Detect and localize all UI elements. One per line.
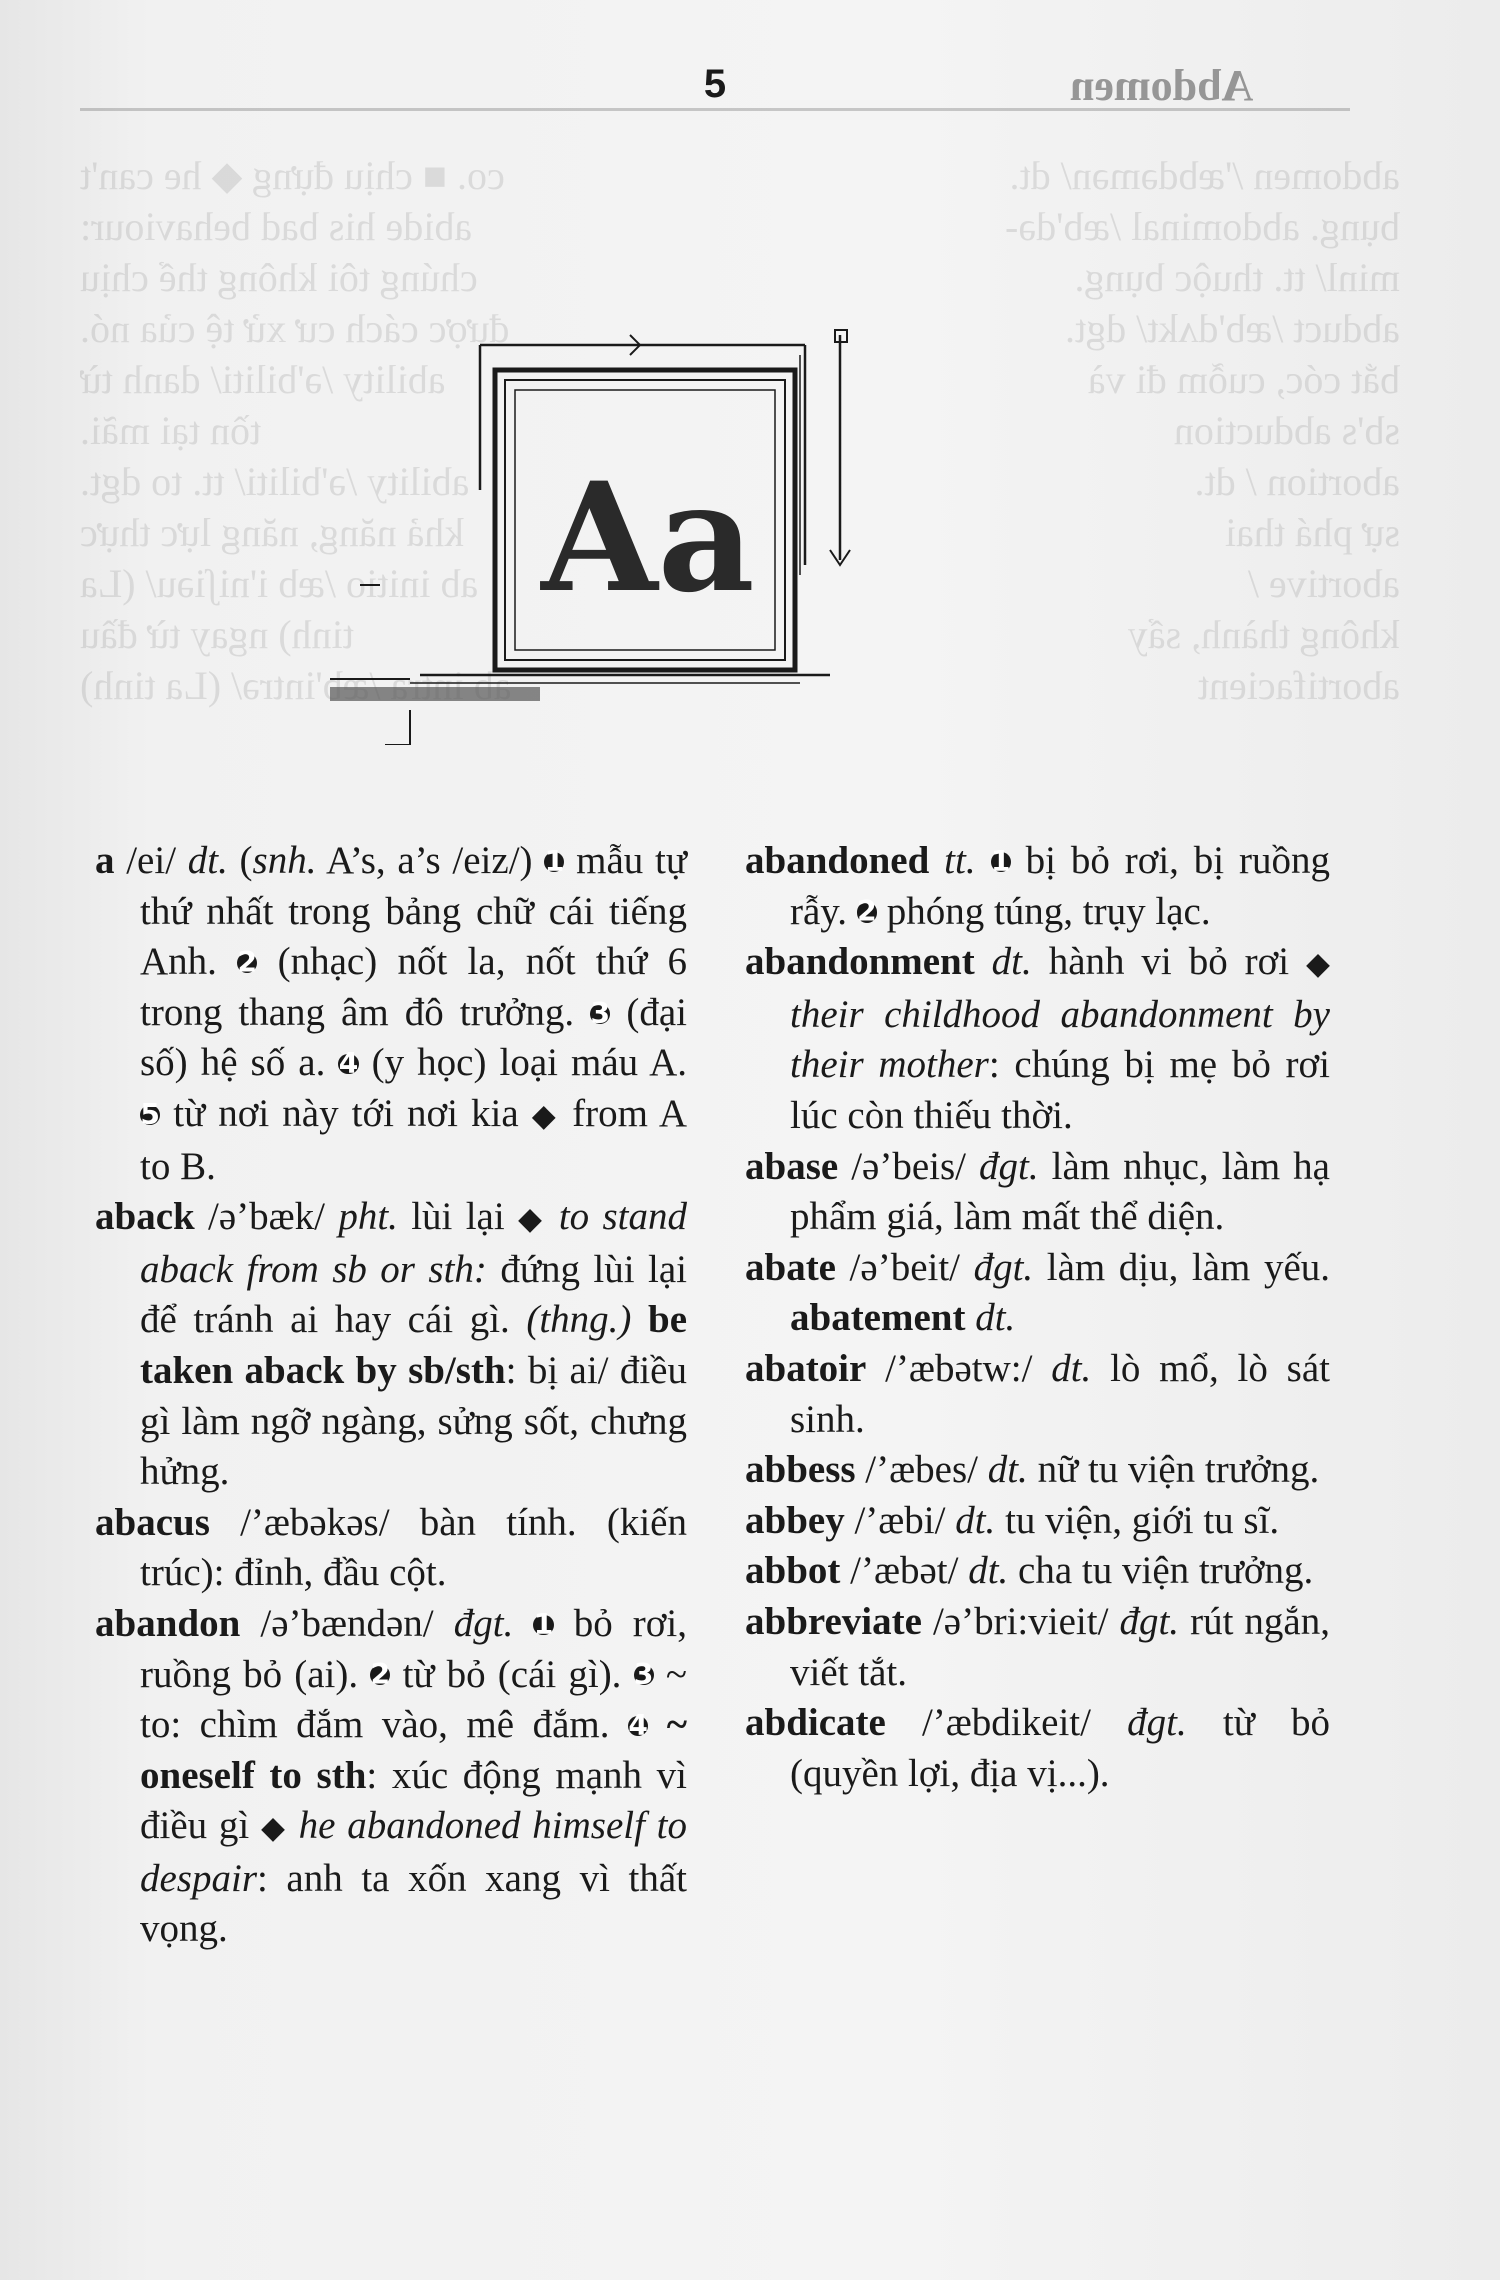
dictionary-entry: [745, 1445, 1330, 1496]
definition-text: /’æbət/: [840, 1549, 969, 1593]
headword: abdicate: [745, 1701, 886, 1745]
italic-text: pht.: [338, 1195, 398, 1239]
sense-number: 4: [338, 1047, 359, 1081]
bleed-through-heading: Abdomen: [1070, 61, 1254, 110]
dictionary-entry: [745, 836, 1330, 937]
dictionary-entry: [95, 836, 687, 1192]
definition-text: bỏ rơi, ruồng bỏ (ai).: [140, 1601, 687, 1696]
dictionary-entry: [745, 1698, 1330, 1799]
bleed-through-text-right: abdomen /'æbdəmən/ dt. bụng. abdominal /æb'də- minl/ tt. thuộc bụng. abduct /æb'dʌkt/ dgt. bắt cóc, cuỗm đi và sb's abduction abortion / dt. sự phá thai abortive / không thành, sẩy abortifacient: [1005, 153, 1400, 708]
sense-number: 2: [857, 895, 877, 929]
dictionary-entry: [745, 937, 1330, 1141]
definition-text: : chúng bị mẹ bỏ rơi lúc còn thiếu thời.: [790, 1043, 1330, 1137]
definition-text: ~ to: chìm đắm vào, mê đắm.: [140, 1652, 687, 1747]
example-marker-icon: ◆: [531, 1097, 560, 1134]
sense-number: 2: [237, 945, 258, 979]
definition-text: A’s, a’s /eiz/): [316, 839, 545, 882]
sense-number: 1: [544, 844, 565, 878]
header-rule: [80, 108, 1350, 111]
dictionary-entry: [745, 1243, 1330, 1344]
sense-number: 5: [140, 1097, 160, 1131]
italic-text: đgt.: [979, 1144, 1039, 1188]
definition-text: /ə’beit/: [836, 1245, 974, 1289]
definition-text: đứng lùi lại để tránh ai hay cái gì.: [140, 1247, 687, 1342]
dictionary-entry: [745, 1142, 1330, 1243]
headword: abbess: [745, 1448, 856, 1492]
example-marker-icon: ◆: [1306, 946, 1331, 983]
headword: abase: [745, 1144, 839, 1188]
right-column: [745, 836, 1330, 1799]
bold-phrase: ~ oneself to sth: [140, 1703, 687, 1797]
definition-text: /’æbi/: [844, 1498, 956, 1542]
italic-text: to stand aback from sb or sth:: [140, 1195, 687, 1291]
italic-text: dt.: [987, 1448, 1028, 1492]
dictionary-entry: [745, 1597, 1330, 1698]
definition-text: /’æbdikeit/: [885, 1701, 1128, 1745]
definition-text: từ bỏ (cái gì).: [390, 1652, 634, 1696]
definition-text: /ə’bri:vieit/: [921, 1599, 1120, 1643]
sense-number: 1: [990, 844, 1011, 878]
italic-text: đgt.: [453, 1601, 514, 1645]
italic-text: their childhood abandonment by their mother: [790, 992, 1330, 1087]
definition-text: [976, 839, 991, 882]
headword: aback: [95, 1195, 195, 1239]
definition-text: từ nơi này tới nơi kia: [160, 1091, 532, 1135]
definition-text: làm dịu, làm yếu.: [1033, 1245, 1331, 1289]
definition-text: : bị ai/ điều gì làm ngỡ ngàng, sửng sốt, chưng hửng.: [140, 1348, 687, 1494]
definition-text: /ə’bæk/: [194, 1195, 339, 1239]
definition-text: /’æbətw:/: [866, 1346, 1052, 1390]
definition-text: (đại số) hệ số a.: [140, 990, 687, 1085]
definition-text: [975, 940, 992, 983]
definition-text: [546, 1195, 559, 1238]
sense-number: 3: [633, 1658, 654, 1692]
italic-text: đgt.: [1119, 1599, 1180, 1643]
definition-text: /’æbes/: [855, 1448, 988, 1492]
dictionary-entry: [95, 1192, 687, 1498]
definition-text: [287, 1804, 299, 1847]
page-number: 5: [703, 62, 727, 106]
definition-text: tu viện, giới tu sĩ.: [995, 1498, 1280, 1542]
definition-text: /’æbəkəs/ bàn tính. (kiến trúc): đỉnh, đầu cột.: [140, 1500, 687, 1595]
definition-text: from A to B.: [140, 1091, 687, 1188]
headword: abbreviate: [745, 1599, 922, 1643]
definition-text: : xúc động mạnh vì điều gì: [140, 1753, 687, 1848]
dictionary-entry: [745, 1496, 1330, 1547]
definition-text: (: [227, 839, 253, 882]
definition-text: mẫu tự thứ nhất trong bảng chữ cái tiếng Anh.: [140, 839, 687, 984]
headword: abatoir: [745, 1346, 867, 1390]
example-marker-icon: ◆: [517, 1201, 546, 1238]
dictionary-entry: [95, 1599, 687, 1955]
letter-a-ornament: [330, 325, 980, 745]
italic-text: đgt.: [973, 1245, 1034, 1289]
headword: abandoned: [745, 839, 930, 882]
left-column: [95, 836, 687, 1955]
italic-text: (thng.): [526, 1298, 632, 1342]
definition-text: /ə’bændən/: [240, 1601, 454, 1645]
sense-number: 4: [628, 1708, 648, 1742]
headword: abandon: [95, 1601, 241, 1645]
definition-text: [965, 1296, 975, 1339]
definition-text: từ bỏ (quyền lợi, địa vị...).: [790, 1701, 1330, 1795]
bold-phrase: abatement: [790, 1296, 966, 1340]
bold-phrase: be taken aback by sb/sth: [140, 1298, 687, 1392]
italic-text: dt.: [975, 1296, 1016, 1340]
definition-text: [631, 1298, 648, 1341]
bleed-through-text-left: co. ■ chịu đựng ◆ he can't abide his bad behaviour: chúng tôi không thể chịu được cách cư xử tệ của nó. ability /ə'biliti/ danh từ tồn tại mãi. ability /ə'biliti/ tt. to dgt. khả năng, năng lực thực ab initio /æb i'niʃiəu/ (La tinh) ngay từ đầu ab intra /æb'intrə/ (La tinh): [80, 153, 512, 708]
dictionary-entry: [745, 1546, 1330, 1597]
example-marker-icon: ◆: [260, 1810, 287, 1847]
sense-number: 3: [590, 996, 610, 1030]
dictionary-entry: [745, 1344, 1330, 1445]
sense-number: 2: [370, 1658, 391, 1692]
definition-text: [929, 839, 944, 882]
italic-text: tt.: [944, 839, 976, 882]
definition-text: cha tu viện trưởng.: [1008, 1549, 1314, 1593]
definition-text: /ə’beis/: [838, 1144, 980, 1188]
definition-text: lò mổ, lò sát sinh.: [790, 1346, 1330, 1441]
italic-text: snh.: [252, 839, 317, 882]
definition-text: [648, 1703, 667, 1746]
definition-text: (nhạc) nốt la, nốt thứ 6 trong thang âm đô trưởng.: [140, 940, 687, 1034]
italic-text: dt.: [187, 839, 228, 882]
italic-text: he abandoned himself to despair: [140, 1804, 687, 1900]
sense-number: 1: [533, 1607, 554, 1641]
headword: abbey: [745, 1498, 845, 1542]
definition-text: lùi lại: [397, 1195, 518, 1239]
definition-text: phóng túng, trụy lạc.: [876, 889, 1211, 933]
definition-text: rút ngắn, viết tắt.: [790, 1599, 1330, 1694]
dictionary-entry: [95, 1498, 687, 1599]
italic-text: dt.: [955, 1498, 996, 1542]
definition-text: /ei/: [114, 839, 188, 882]
definition-text: (y học) loại máu A.: [358, 1041, 687, 1085]
headword: a: [95, 839, 115, 882]
headword: abandonment: [745, 940, 975, 984]
italic-text: đgt.: [1127, 1701, 1187, 1745]
italic-text: dt.: [968, 1549, 1009, 1593]
headword: abacus: [95, 1500, 210, 1544]
ornament-letters: Aa: [541, 450, 755, 626]
headword: abbot: [745, 1549, 841, 1593]
definition-text: nữ tu viện trưởng.: [1027, 1448, 1320, 1492]
definition-text: làm nhục, làm hạ phẩm giá, làm mất thể diện.: [790, 1144, 1330, 1239]
definition-text: hành vi bỏ rơi: [1031, 940, 1307, 984]
definition-text: [513, 1602, 533, 1645]
definition-text: bị bỏ rơi, bị ruồng rẫy.: [790, 839, 1331, 933]
italic-text: dt.: [1051, 1346, 1092, 1390]
definition-text: : anh ta xốn xang vì thất vọng.: [140, 1856, 687, 1951]
italic-text: dt.: [991, 940, 1032, 984]
headword: abate: [745, 1245, 836, 1289]
